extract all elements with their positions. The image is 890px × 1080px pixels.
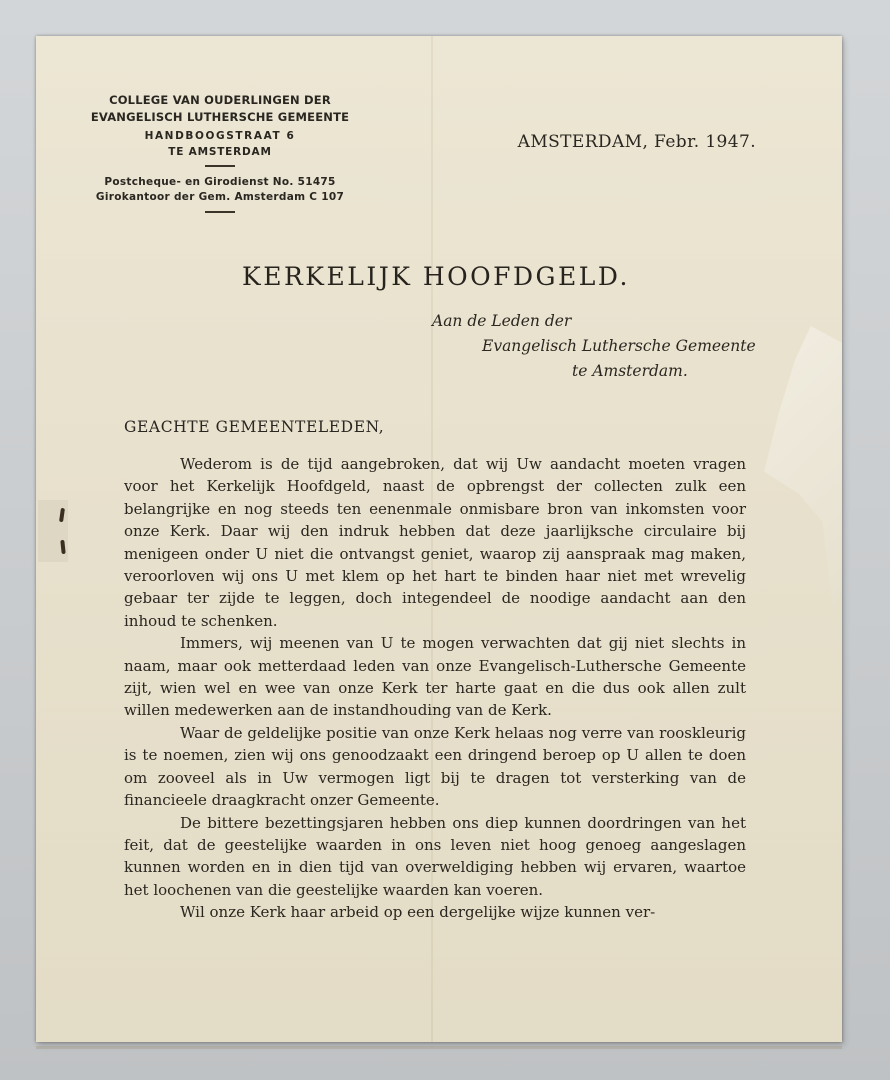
body-paragraph: Wederom is de tijd aangebroken, dat wij Uw aandacht moeten vragen voor het Kerkelijk Hoofdgeld, naast de opbrengst der collecten zulk een belangrijke en nog steeds ten eenenmale onmisbare bron van inkomsten voor onze Kerk. Daar wij den indruk hebben dat deze jaarlijksche circulaire bij menigeen onder U niet die ontvangst geniet, waarop zij aanspraak mag maken, veroorloven wij ons U met klem op het hart te binden haar niet met wrevelig gebaar ter zijde te leggen, doch integendeel de noodige aandacht aan den inhoud te schenken. (124, 455, 746, 630)
letter-body (124, 453, 746, 924)
letterhead-org-line: COLLEGE VAN OUDERLINGEN DER (109, 93, 331, 107)
letter-page (36, 36, 842, 1042)
body-paragraph: Wil onze Kerk haar arbeid op een dergelijke wijze kunnen ver- (180, 903, 656, 922)
letterhead-divider (205, 165, 235, 167)
letterhead-org-line: EVANGELISCH LUTHERSCHE GEMEENTE (90, 110, 350, 124)
page-fold (36, 1046, 842, 1049)
body-paragraph: De bittere bezettingsjaren hebben ons diep kunnen doordringen van het feit, dat de geestelijke waarden in ons leven niet hoog genoeg aangeslagen kunnen worden en in dien tijd van overweldiging hebben wij ervaren, waartoe het loochenen van die geestelijke waarden kan voeren. (124, 813, 746, 899)
salutation: GEACHTE GEMEENTELEDEN, (124, 418, 385, 436)
addressee-line: Aan de Leden der (432, 312, 572, 330)
letterhead-postal-line: Girokantoor der Gem. Amsterdam C 107 (95, 191, 345, 203)
letterhead-postal-line: Postcheque- en Girodienst No. 51475 (104, 176, 336, 188)
letterhead (80, 92, 360, 221)
binding-mark (59, 508, 65, 522)
letterhead-address-line: TE AMSTERDAM (168, 146, 272, 158)
addressee-line: Evangelisch Luthersche Gemeente (482, 337, 756, 355)
letterhead-divider (205, 211, 235, 213)
body-paragraph: Immers, wij meenen van U te mogen verwachten dat gij niet slechts in naam, maar ook metterdaad leden van onze Evangelisch-Luthersche Gemeente zijt, wien wel en wee van onze Kerk ter harte gaat en die dus ook allen zult willen medewerken aan de instandhouding van de Kerk. (124, 634, 746, 720)
torn-corner (764, 326, 842, 606)
body-paragraph: Waar de geldelijke positie van onze Kerk helaas nog verre van rooskleurig is te noemen, zien wij ons genoodzaakt een dringend beroep op U allen te doen om zooveel als in Uw vermogen ligt bij te dragen tot versterking van de financieele draagkracht onzer Gemeente. (124, 723, 746, 810)
letterhead-address-line: HANDBOOGSTRAAT 6 (144, 130, 296, 142)
addressee-line: te Amsterdam. (572, 362, 688, 380)
document-title: KERKELIJK HOOFDGELD. (242, 262, 630, 291)
binding-mark (60, 540, 65, 554)
place-date: AMSTERDAM, Febr. 1947. (517, 132, 756, 152)
binding-hole (38, 500, 68, 562)
